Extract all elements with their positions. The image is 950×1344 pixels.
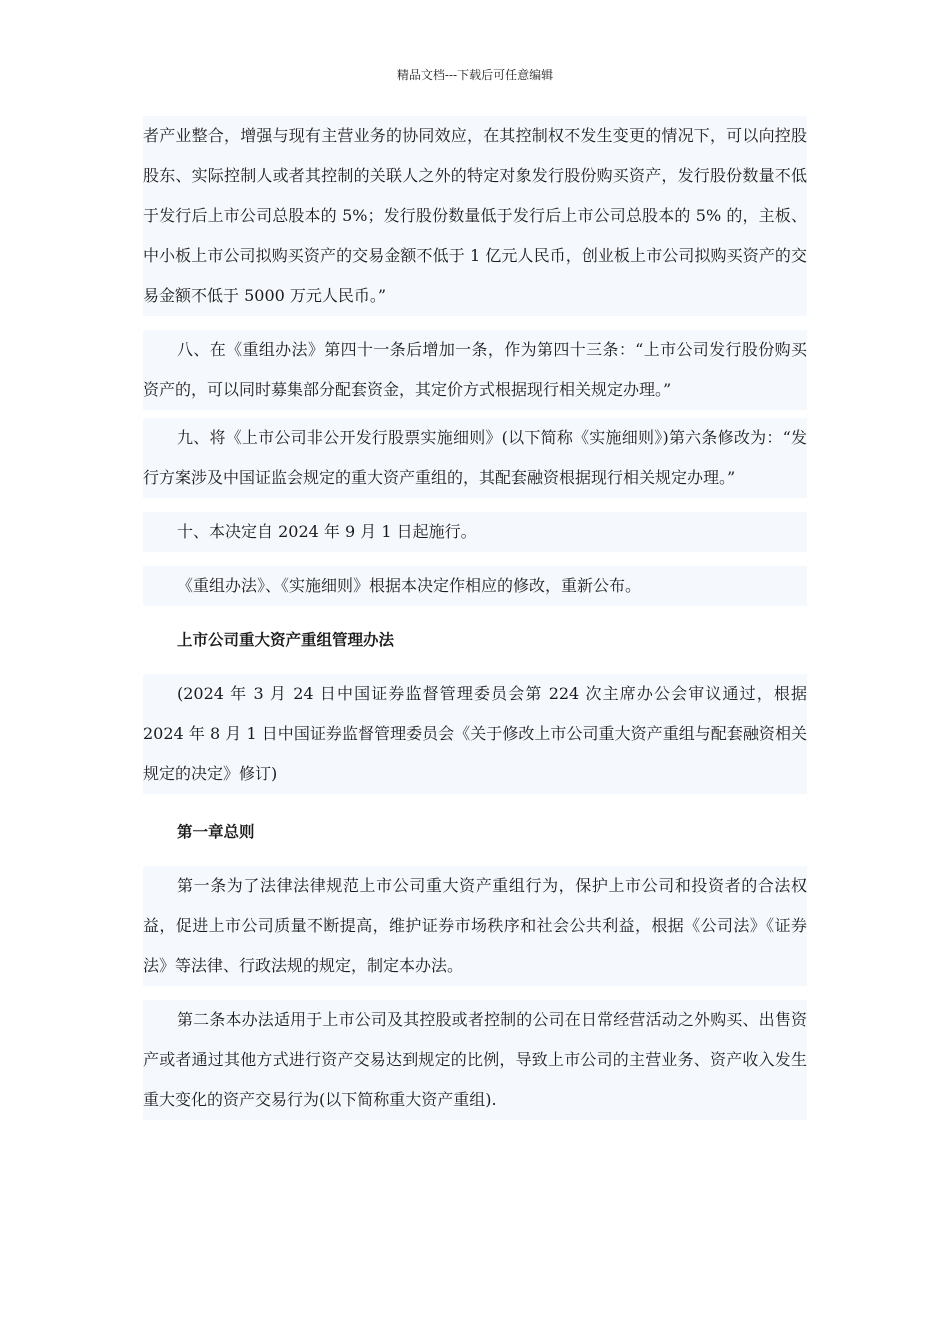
document-title: 上市公司重大资产重组管理办法 (143, 620, 807, 660)
paragraph-article-two: 第二条本办法适用于上市公司及其控股或者控制的公司在日常经营活动之外购买、出售资产或者通过其他方式进行资产交易达到规定的比例，导致上市公司的主营业务、资产收入发生重大变化的资产交易行为(以下简称重大资产重组). (143, 1000, 807, 1120)
paragraph-article-eight: 八、在《重组办法》第四十一条后增加一条，作为第四十三条：“上市公司发行股份购买资产的，可以同时募集部分配套资金，其定价方式根据现行相关规定办理。” (143, 330, 807, 410)
paragraph-continuation: 者产业整合，增强与现有主营业务的协同效应，在其控制权不发生变更的情况下，可以向控股股东、实际控制人或者其控制的关联人之外的特定对象发行股份购买资产，发行股份数量不低于发行后上市公司总股本的 5%；发行股份数量低于发行后上市公司总股本的 5% 的，主板、中小板上市公司拟购买资产的交易金额不低于 1 亿元人民币，创业板上市公司拟购买资产的交易金额不低于 5000 万元人民币。” (143, 116, 807, 316)
chapter-heading: 第一章总则 (143, 812, 807, 852)
paragraph-article-nine: 九、将《上市公司非公开发行股票实施细则》(以下简称《实施细则》)第六条修改为：“发行方案涉及中国证监会规定的重大资产重组的，其配套融资根据现行相关规定办理。” (143, 418, 807, 498)
document-body (143, 116, 807, 1120)
paragraph-article-one: 第一条为了法律法律规范上市公司重大资产重组行为，保护上市公司和投资者的合法权益，促进上市公司质量不断提高，维护证券市场秩序和社会公共利益，根据《公司法》《证券法》等法律、行政法规的规定，制定本办法。 (143, 866, 807, 986)
paragraph-article-ten: 十、本决定自 2024 年 9 月 1 日起施行。 (143, 512, 807, 552)
page-header: 精品文档---下载后可任意编辑 (396, 68, 554, 82)
paragraph-republish-note: 《重组办法》、《实施细则》根据本决定作相应的修改，重新公布。 (143, 566, 807, 606)
paragraph-adoption-note: (2024 年 3 月 24 日中国证券监督管理委员会第 224 次主席办公会审议通过，根据 2024 年 8 月 1 日中国证券监督管理委员会《关于修改上市公司重大资产重组与配套融资相关规定的决定》修订) (143, 674, 807, 794)
